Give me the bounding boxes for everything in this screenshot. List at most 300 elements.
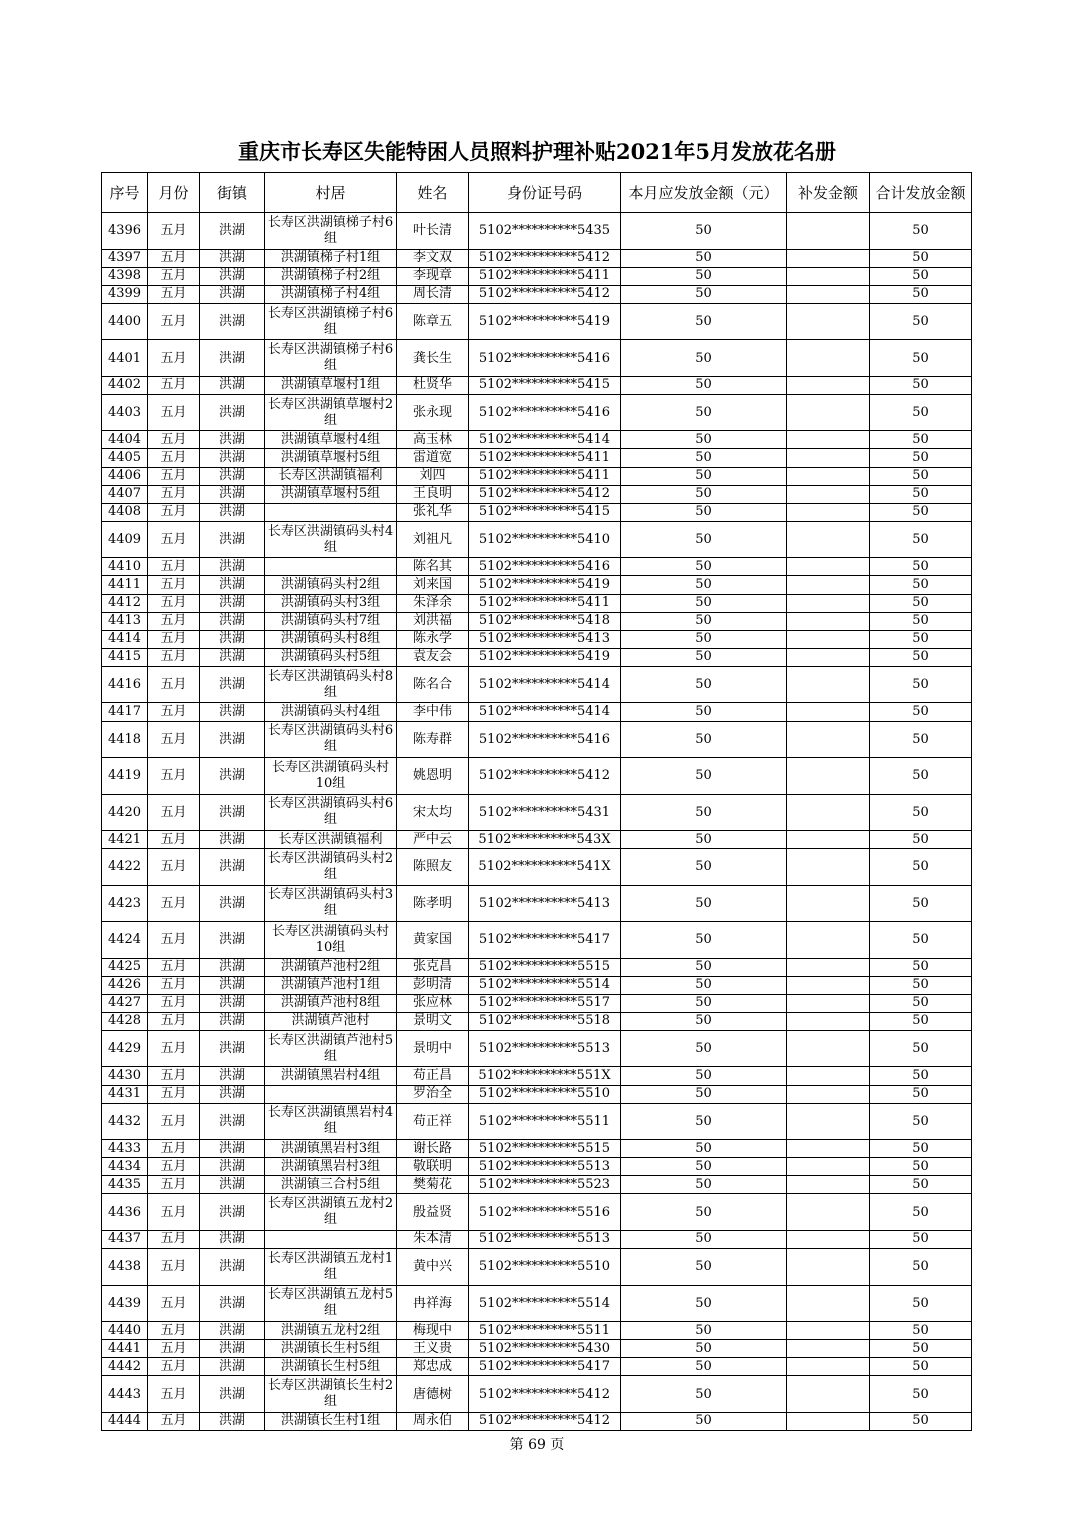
month-cell: 五月: [148, 213, 200, 250]
name-cell: 苟正祥: [397, 1103, 469, 1140]
name-cell: 叶长清: [397, 213, 469, 250]
table-row: [102, 1230, 972, 1248]
amount-cell: 50: [621, 1012, 787, 1030]
page-number: 第 69 页: [509, 1437, 565, 1453]
village-cell: 洪湖镇码头村5组: [265, 648, 397, 666]
extra-amount-cell: [787, 1158, 870, 1176]
table-row: [102, 1085, 972, 1103]
table-row: [102, 521, 972, 558]
row-number-cell: 4407: [102, 485, 148, 503]
total-amount-cell: 50: [870, 648, 972, 666]
id-number-cell: 5102**********5414: [469, 703, 621, 721]
amount-cell: 50: [621, 849, 787, 886]
id-number-cell: 5102**********5417: [469, 1358, 621, 1376]
row-number-cell: 4439: [102, 1285, 148, 1322]
name-cell: 敬联明: [397, 1158, 469, 1176]
village-cell: 洪湖镇五龙村2组: [265, 1322, 397, 1340]
month-cell: 五月: [148, 485, 200, 503]
id-number-cell: 5102**********5416: [469, 394, 621, 431]
month-cell: 五月: [148, 503, 200, 521]
month-cell: 五月: [148, 249, 200, 267]
month-cell: 五月: [148, 267, 200, 285]
extra-amount-cell: [787, 1230, 870, 1248]
month-cell: 五月: [148, 1412, 200, 1430]
total-amount-cell: 50: [870, 1412, 972, 1430]
town-cell: 洪湖: [200, 340, 265, 377]
id-number-cell: 5102**********5518: [469, 1012, 621, 1030]
village-cell: 长寿区洪湖镇五龙村1组: [265, 1249, 397, 1286]
month-cell: 五月: [148, 1103, 200, 1140]
amount-cell: 50: [621, 485, 787, 503]
row-number-cell: 4400: [102, 303, 148, 340]
name-cell: 刘来国: [397, 576, 469, 594]
town-cell: 洪湖: [200, 1030, 265, 1067]
town-cell: 洪湖: [200, 303, 265, 340]
extra-amount-cell: [787, 303, 870, 340]
header-cell: 合计发放金额: [870, 173, 972, 213]
id-number-cell: 5102**********5517: [469, 994, 621, 1012]
id-number-cell: 5102**********5410: [469, 521, 621, 558]
extra-amount-cell: [787, 1012, 870, 1030]
id-number-cell: 5102**********5419: [469, 576, 621, 594]
town-cell: 洪湖: [200, 958, 265, 976]
town-cell: 洪湖: [200, 485, 265, 503]
month-cell: 五月: [148, 521, 200, 558]
town-cell: 洪湖: [200, 1230, 265, 1248]
table-row: [102, 1194, 972, 1231]
month-cell: 五月: [148, 558, 200, 576]
name-cell: 张克昌: [397, 958, 469, 976]
row-number-cell: 4399: [102, 285, 148, 303]
month-cell: 五月: [148, 703, 200, 721]
table-row: [102, 976, 972, 994]
extra-amount-cell: [787, 1194, 870, 1231]
amount-cell: 50: [621, 758, 787, 795]
table-row: [102, 885, 972, 922]
village-cell: [265, 1085, 397, 1103]
row-number-cell: 4423: [102, 885, 148, 922]
row-number-cell: 4416: [102, 666, 148, 703]
table-row: [102, 1358, 972, 1376]
id-number-cell: 5102**********5412: [469, 1376, 621, 1413]
total-amount-cell: 50: [870, 521, 972, 558]
month-cell: 五月: [148, 340, 200, 377]
table-row: [102, 1030, 972, 1067]
table-row: [102, 721, 972, 758]
id-number-cell: 5102**********5411: [469, 467, 621, 485]
name-cell: 陈孝明: [397, 885, 469, 922]
amount-cell: 50: [621, 340, 787, 377]
row-number-cell: 4424: [102, 922, 148, 959]
table-row: [102, 594, 972, 612]
page-title: 重庆市长寿区失能特困人员照料护理补贴2021年5月发放花名册: [237, 139, 837, 164]
amount-cell: 50: [621, 285, 787, 303]
row-number-cell: 4441: [102, 1340, 148, 1358]
row-number-cell: 4418: [102, 721, 148, 758]
extra-amount-cell: [787, 721, 870, 758]
month-cell: 五月: [148, 885, 200, 922]
village-cell: 洪湖镇长生村1组: [265, 1412, 397, 1430]
name-cell: 苟正昌: [397, 1067, 469, 1085]
header-cell: 序号: [102, 173, 148, 213]
extra-amount-cell: [787, 849, 870, 886]
table-row: [102, 467, 972, 485]
month-cell: 五月: [148, 1376, 200, 1413]
village-cell: 洪湖镇草堰村5组: [265, 449, 397, 467]
town-cell: 洪湖: [200, 1412, 265, 1430]
month-cell: 五月: [148, 285, 200, 303]
town-cell: 洪湖: [200, 1085, 265, 1103]
village-cell: 洪湖镇码头村8组: [265, 630, 397, 648]
village-cell: 长寿区洪湖镇码头村10组: [265, 922, 397, 959]
name-cell: 殷益贤: [397, 1194, 469, 1231]
town-cell: 洪湖: [200, 285, 265, 303]
town-cell: 洪湖: [200, 467, 265, 485]
row-number-cell: 4440: [102, 1322, 148, 1340]
id-number-cell: 5102**********543X: [469, 831, 621, 849]
town-cell: 洪湖: [200, 449, 265, 467]
village-cell: 洪湖镇黑岩村3组: [265, 1140, 397, 1158]
extra-amount-cell: [787, 1358, 870, 1376]
amount-cell: 50: [621, 1412, 787, 1430]
id-number-cell: 5102**********5516: [469, 1194, 621, 1231]
village-cell: [265, 558, 397, 576]
village-cell: 长寿区洪湖镇码头村4组: [265, 521, 397, 558]
name-cell: 周永伯: [397, 1412, 469, 1430]
town-cell: 洪湖: [200, 376, 265, 394]
town-cell: 洪湖: [200, 1249, 265, 1286]
village-cell: 洪湖镇长生村5组: [265, 1340, 397, 1358]
village-cell: 长寿区洪湖镇福利: [265, 467, 397, 485]
extra-amount-cell: [787, 394, 870, 431]
id-number-cell: 5102**********5417: [469, 922, 621, 959]
total-amount-cell: 50: [870, 1176, 972, 1194]
table-row: [102, 394, 972, 431]
village-cell: 洪湖镇梯子村2组: [265, 267, 397, 285]
total-amount-cell: 50: [870, 1194, 972, 1231]
town-cell: 洪湖: [200, 503, 265, 521]
town-cell: 洪湖: [200, 922, 265, 959]
amount-cell: 50: [621, 576, 787, 594]
id-number-cell: 5102**********5416: [469, 721, 621, 758]
row-number-cell: 4404: [102, 431, 148, 449]
extra-amount-cell: [787, 1412, 870, 1430]
extra-amount-cell: [787, 213, 870, 250]
row-number-cell: 4410: [102, 558, 148, 576]
name-cell: 雷道宽: [397, 449, 469, 467]
id-number-cell: 5102**********5412: [469, 485, 621, 503]
amount-cell: 50: [621, 449, 787, 467]
town-cell: 洪湖: [200, 431, 265, 449]
month-cell: 五月: [148, 1322, 200, 1340]
extra-amount-cell: [787, 249, 870, 267]
table-row: [102, 303, 972, 340]
name-cell: 陈永学: [397, 630, 469, 648]
total-amount-cell: 50: [870, 558, 972, 576]
total-amount-cell: 50: [870, 303, 972, 340]
town-cell: 洪湖: [200, 521, 265, 558]
month-cell: 五月: [148, 376, 200, 394]
month-cell: 五月: [148, 648, 200, 666]
amount-cell: 50: [621, 1358, 787, 1376]
id-number-cell: 5102**********5510: [469, 1249, 621, 1286]
table-row: [102, 630, 972, 648]
header-cell: 街镇: [200, 173, 265, 213]
table-row: [102, 831, 972, 849]
town-cell: 洪湖: [200, 994, 265, 1012]
row-number-cell: 4426: [102, 976, 148, 994]
amount-cell: 50: [621, 1230, 787, 1248]
town-cell: 洪湖: [200, 648, 265, 666]
name-cell: 梅现中: [397, 1322, 469, 1340]
name-cell: 刘四: [397, 467, 469, 485]
village-cell: 长寿区洪湖镇码头村2组: [265, 849, 397, 886]
name-cell: 刘洪福: [397, 612, 469, 630]
month-cell: 五月: [148, 1140, 200, 1158]
amount-cell: 50: [621, 976, 787, 994]
extra-amount-cell: [787, 1285, 870, 1322]
total-amount-cell: 50: [870, 1285, 972, 1322]
amount-cell: 50: [621, 794, 787, 831]
extra-amount-cell: [787, 885, 870, 922]
table-row: [102, 485, 972, 503]
total-amount-cell: 50: [870, 340, 972, 377]
total-amount-cell: 50: [870, 1085, 972, 1103]
total-amount-cell: 50: [870, 249, 972, 267]
table-row: [102, 1176, 972, 1194]
extra-amount-cell: [787, 431, 870, 449]
name-cell: 朱本清: [397, 1230, 469, 1248]
name-cell: 唐德树: [397, 1376, 469, 1413]
id-number-cell: 5102**********5514: [469, 1285, 621, 1322]
month-cell: 五月: [148, 666, 200, 703]
village-cell: 洪湖镇码头村4组: [265, 703, 397, 721]
id-number-cell: 5102**********5412: [469, 285, 621, 303]
village-cell: 洪湖镇码头村2组: [265, 576, 397, 594]
month-cell: 五月: [148, 1030, 200, 1067]
extra-amount-cell: [787, 1030, 870, 1067]
month-cell: 五月: [148, 303, 200, 340]
total-amount-cell: 50: [870, 503, 972, 521]
extra-amount-cell: [787, 922, 870, 959]
extra-amount-cell: [787, 1340, 870, 1358]
table-row: [102, 267, 972, 285]
village-cell: 洪湖镇芦池村8组: [265, 994, 397, 1012]
name-cell: 刘祖凡: [397, 521, 469, 558]
village-cell: 洪湖镇芦池村2组: [265, 958, 397, 976]
month-cell: 五月: [148, 1249, 200, 1286]
month-cell: 五月: [148, 1194, 200, 1231]
amount-cell: 50: [621, 1176, 787, 1194]
town-cell: 洪湖: [200, 1067, 265, 1085]
name-cell: 陈名其: [397, 558, 469, 576]
extra-amount-cell: [787, 1376, 870, 1413]
village-cell: 长寿区洪湖镇五龙村2组: [265, 1194, 397, 1231]
row-number-cell: 4431: [102, 1085, 148, 1103]
row-number-cell: 4405: [102, 449, 148, 467]
village-cell: 洪湖镇芦池村1组: [265, 976, 397, 994]
month-cell: 五月: [148, 576, 200, 594]
total-amount-cell: 50: [870, 1158, 972, 1176]
row-number-cell: 4396: [102, 213, 148, 250]
row-number-cell: 4412: [102, 594, 148, 612]
row-number-cell: 4406: [102, 467, 148, 485]
extra-amount-cell: [787, 449, 870, 467]
id-number-cell: 5102**********5411: [469, 594, 621, 612]
amount-cell: 50: [621, 431, 787, 449]
amount-cell: 50: [621, 1085, 787, 1103]
table-row: [102, 1340, 972, 1358]
town-cell: 洪湖: [200, 703, 265, 721]
town-cell: 洪湖: [200, 1140, 265, 1158]
id-number-cell: 5102**********5414: [469, 666, 621, 703]
table-row: [102, 958, 972, 976]
id-number-cell: 5102**********5430: [469, 1340, 621, 1358]
name-cell: 周长清: [397, 285, 469, 303]
row-number-cell: 4437: [102, 1230, 148, 1248]
extra-amount-cell: [787, 1085, 870, 1103]
name-cell: 张礼华: [397, 503, 469, 521]
header-cell: 姓名: [397, 173, 469, 213]
town-cell: 洪湖: [200, 612, 265, 630]
village-cell: 洪湖镇码头村7组: [265, 612, 397, 630]
village-cell: 洪湖镇梯子村4组: [265, 285, 397, 303]
amount-cell: 50: [621, 1322, 787, 1340]
name-cell: 张永现: [397, 394, 469, 431]
name-cell: 李文双: [397, 249, 469, 267]
village-cell: 长寿区洪湖镇草堰村2组: [265, 394, 397, 431]
month-cell: 五月: [148, 431, 200, 449]
row-number-cell: 4420: [102, 794, 148, 831]
name-cell: 冉祥海: [397, 1285, 469, 1322]
amount-cell: 50: [621, 521, 787, 558]
name-cell: 袁友会: [397, 648, 469, 666]
total-amount-cell: 50: [870, 285, 972, 303]
extra-amount-cell: [787, 630, 870, 648]
row-number-cell: 4433: [102, 1140, 148, 1158]
village-cell: 长寿区洪湖镇梯子村6组: [265, 303, 397, 340]
month-cell: 五月: [148, 394, 200, 431]
amount-cell: 50: [621, 703, 787, 721]
total-amount-cell: 50: [870, 376, 972, 394]
row-number-cell: 4444: [102, 1412, 148, 1430]
table-row: [102, 1158, 972, 1176]
id-number-cell: 5102**********5416: [469, 558, 621, 576]
town-cell: 洪湖: [200, 721, 265, 758]
total-amount-cell: 50: [870, 1376, 972, 1413]
row-number-cell: 4432: [102, 1103, 148, 1140]
total-amount-cell: 50: [870, 630, 972, 648]
name-cell: 李中伟: [397, 703, 469, 721]
month-cell: 五月: [148, 922, 200, 959]
id-number-cell: 5102**********551X: [469, 1067, 621, 1085]
table-row: [102, 249, 972, 267]
table-row: [102, 1140, 972, 1158]
id-number-cell: 5102**********541X: [469, 849, 621, 886]
row-number-cell: 4403: [102, 394, 148, 431]
extra-amount-cell: [787, 612, 870, 630]
table-row: [102, 1412, 972, 1430]
table-row: [102, 648, 972, 666]
village-cell: 洪湖镇黑岩村4组: [265, 1067, 397, 1085]
total-amount-cell: 50: [870, 1322, 972, 1340]
total-amount-cell: 50: [870, 994, 972, 1012]
town-cell: 洪湖: [200, 976, 265, 994]
total-amount-cell: 50: [870, 758, 972, 795]
id-number-cell: 5102**********5415: [469, 376, 621, 394]
amount-cell: 50: [621, 831, 787, 849]
amount-cell: 50: [621, 1376, 787, 1413]
village-cell: 长寿区洪湖镇五龙村5组: [265, 1285, 397, 1322]
village-cell: 长寿区洪湖镇码头村8组: [265, 666, 397, 703]
town-cell: 洪湖: [200, 594, 265, 612]
table-row: [102, 703, 972, 721]
village-cell: 长寿区洪湖镇码头村3组: [265, 885, 397, 922]
total-amount-cell: 50: [870, 612, 972, 630]
extra-amount-cell: [787, 994, 870, 1012]
table-row: [102, 340, 972, 377]
total-amount-cell: 50: [870, 703, 972, 721]
name-cell: 高玉林: [397, 431, 469, 449]
total-amount-cell: 50: [870, 213, 972, 250]
town-cell: 洪湖: [200, 1176, 265, 1194]
month-cell: 五月: [148, 1176, 200, 1194]
village-cell: 洪湖镇梯子村1组: [265, 249, 397, 267]
total-amount-cell: 50: [870, 794, 972, 831]
extra-amount-cell: [787, 1176, 870, 1194]
header-cell: 月份: [148, 173, 200, 213]
amount-cell: 50: [621, 994, 787, 1012]
month-cell: 五月: [148, 794, 200, 831]
table-row: [102, 1103, 972, 1140]
month-cell: 五月: [148, 1012, 200, 1030]
row-number-cell: 4414: [102, 630, 148, 648]
table-row: [102, 1285, 972, 1322]
row-number-cell: 4401: [102, 340, 148, 377]
extra-amount-cell: [787, 758, 870, 795]
id-number-cell: 5102**********5414: [469, 431, 621, 449]
amount-cell: 50: [621, 267, 787, 285]
amount-cell: 50: [621, 303, 787, 340]
total-amount-cell: 50: [870, 885, 972, 922]
amount-cell: 50: [621, 1140, 787, 1158]
row-number-cell: 4435: [102, 1176, 148, 1194]
total-amount-cell: 50: [870, 431, 972, 449]
total-amount-cell: 50: [870, 576, 972, 594]
village-cell: 洪湖镇三合村5组: [265, 1176, 397, 1194]
header-cell: 身份证号码: [469, 173, 621, 213]
name-cell: 杜贤华: [397, 376, 469, 394]
town-cell: 洪湖: [200, 213, 265, 250]
table-row: [102, 1012, 972, 1030]
table-row: [102, 612, 972, 630]
amount-cell: 50: [621, 249, 787, 267]
name-cell: 王良明: [397, 485, 469, 503]
town-cell: 洪湖: [200, 1376, 265, 1413]
extra-amount-cell: [787, 576, 870, 594]
total-amount-cell: 50: [870, 721, 972, 758]
month-cell: 五月: [148, 1158, 200, 1176]
town-cell: 洪湖: [200, 885, 265, 922]
amount-cell: 50: [621, 1158, 787, 1176]
table-row: [102, 285, 972, 303]
header-cell: 村居: [265, 173, 397, 213]
amount-cell: 50: [621, 885, 787, 922]
table-row: [102, 449, 972, 467]
id-number-cell: 5102**********5419: [469, 303, 621, 340]
name-cell: 罗治全: [397, 1085, 469, 1103]
town-cell: 洪湖: [200, 394, 265, 431]
